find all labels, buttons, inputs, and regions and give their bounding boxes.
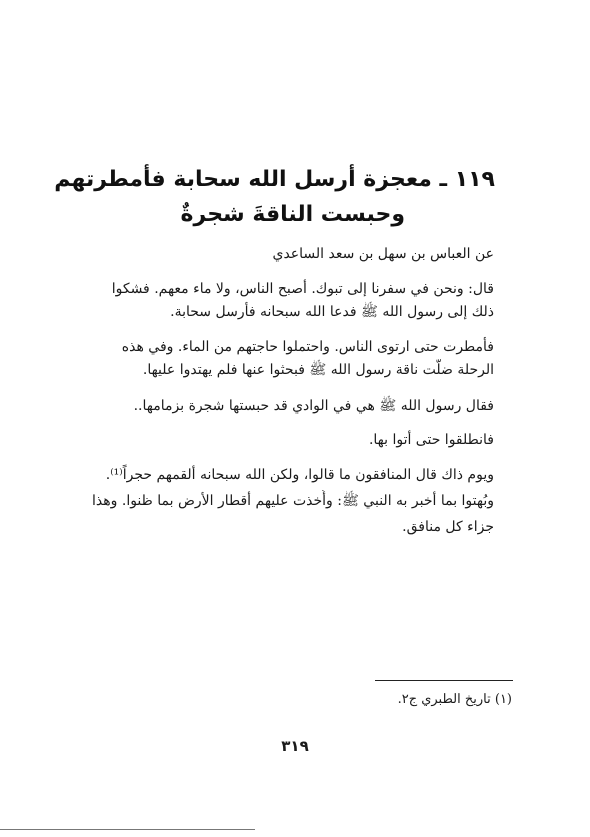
body-line: فأمطرت حتى ارتوى الناس. واحتملوا حاجتهم من الماء. وفي هذه bbox=[121, 339, 494, 355]
chapter-title-line-2: وحبست الناقةَ شجرةٌ bbox=[180, 202, 405, 227]
footnote-divider bbox=[375, 680, 513, 681]
body-line: جزاء كل منافق. bbox=[402, 519, 494, 535]
body-line: فقال رسول الله ﷺ هي في الوادي قد حبستها شجرة بزمامها.. bbox=[133, 398, 494, 414]
body-line: الرحلة ضلّت ناقة رسول الله ﷺ فبحثوا عنها فلم يهتدوا عليها. bbox=[142, 362, 494, 378]
narrator-line: عن العباس بن سهل بن سعد الساعدي bbox=[272, 246, 494, 262]
footnote: (١) تاريخ الطبري ج٢. bbox=[397, 692, 512, 707]
body-line: ويوم ذاك قال المنافقون ما قالوا، ولكن الله سبحانه ألقمهم حجراً⁽¹⁾. bbox=[105, 467, 494, 483]
body-line: ذلك إلى رسول الله ﷺ فدعا الله سبحانه فأرسل سحابة. bbox=[170, 304, 494, 320]
page-edge-line bbox=[0, 829, 255, 830]
body-line: قال: ونحن في سفرنا إلى تبوك. أصبح الناس، ولا ماء معهم. فشكوا bbox=[111, 281, 494, 297]
page-number: ٣١٩ bbox=[281, 737, 309, 755]
body-line: وبُهتوا بما أخبر به النبي ﷺ: وأُخذت عليهم أقطار الأرض بما ظنوا. وهذا bbox=[92, 493, 494, 509]
body-line: فانطلقوا حتى أتوا بها. bbox=[368, 432, 494, 448]
chapter-title-line-1: ١١٩ ـ معجزة أرسل الله سحابة فأمطرتهم bbox=[54, 167, 495, 192]
